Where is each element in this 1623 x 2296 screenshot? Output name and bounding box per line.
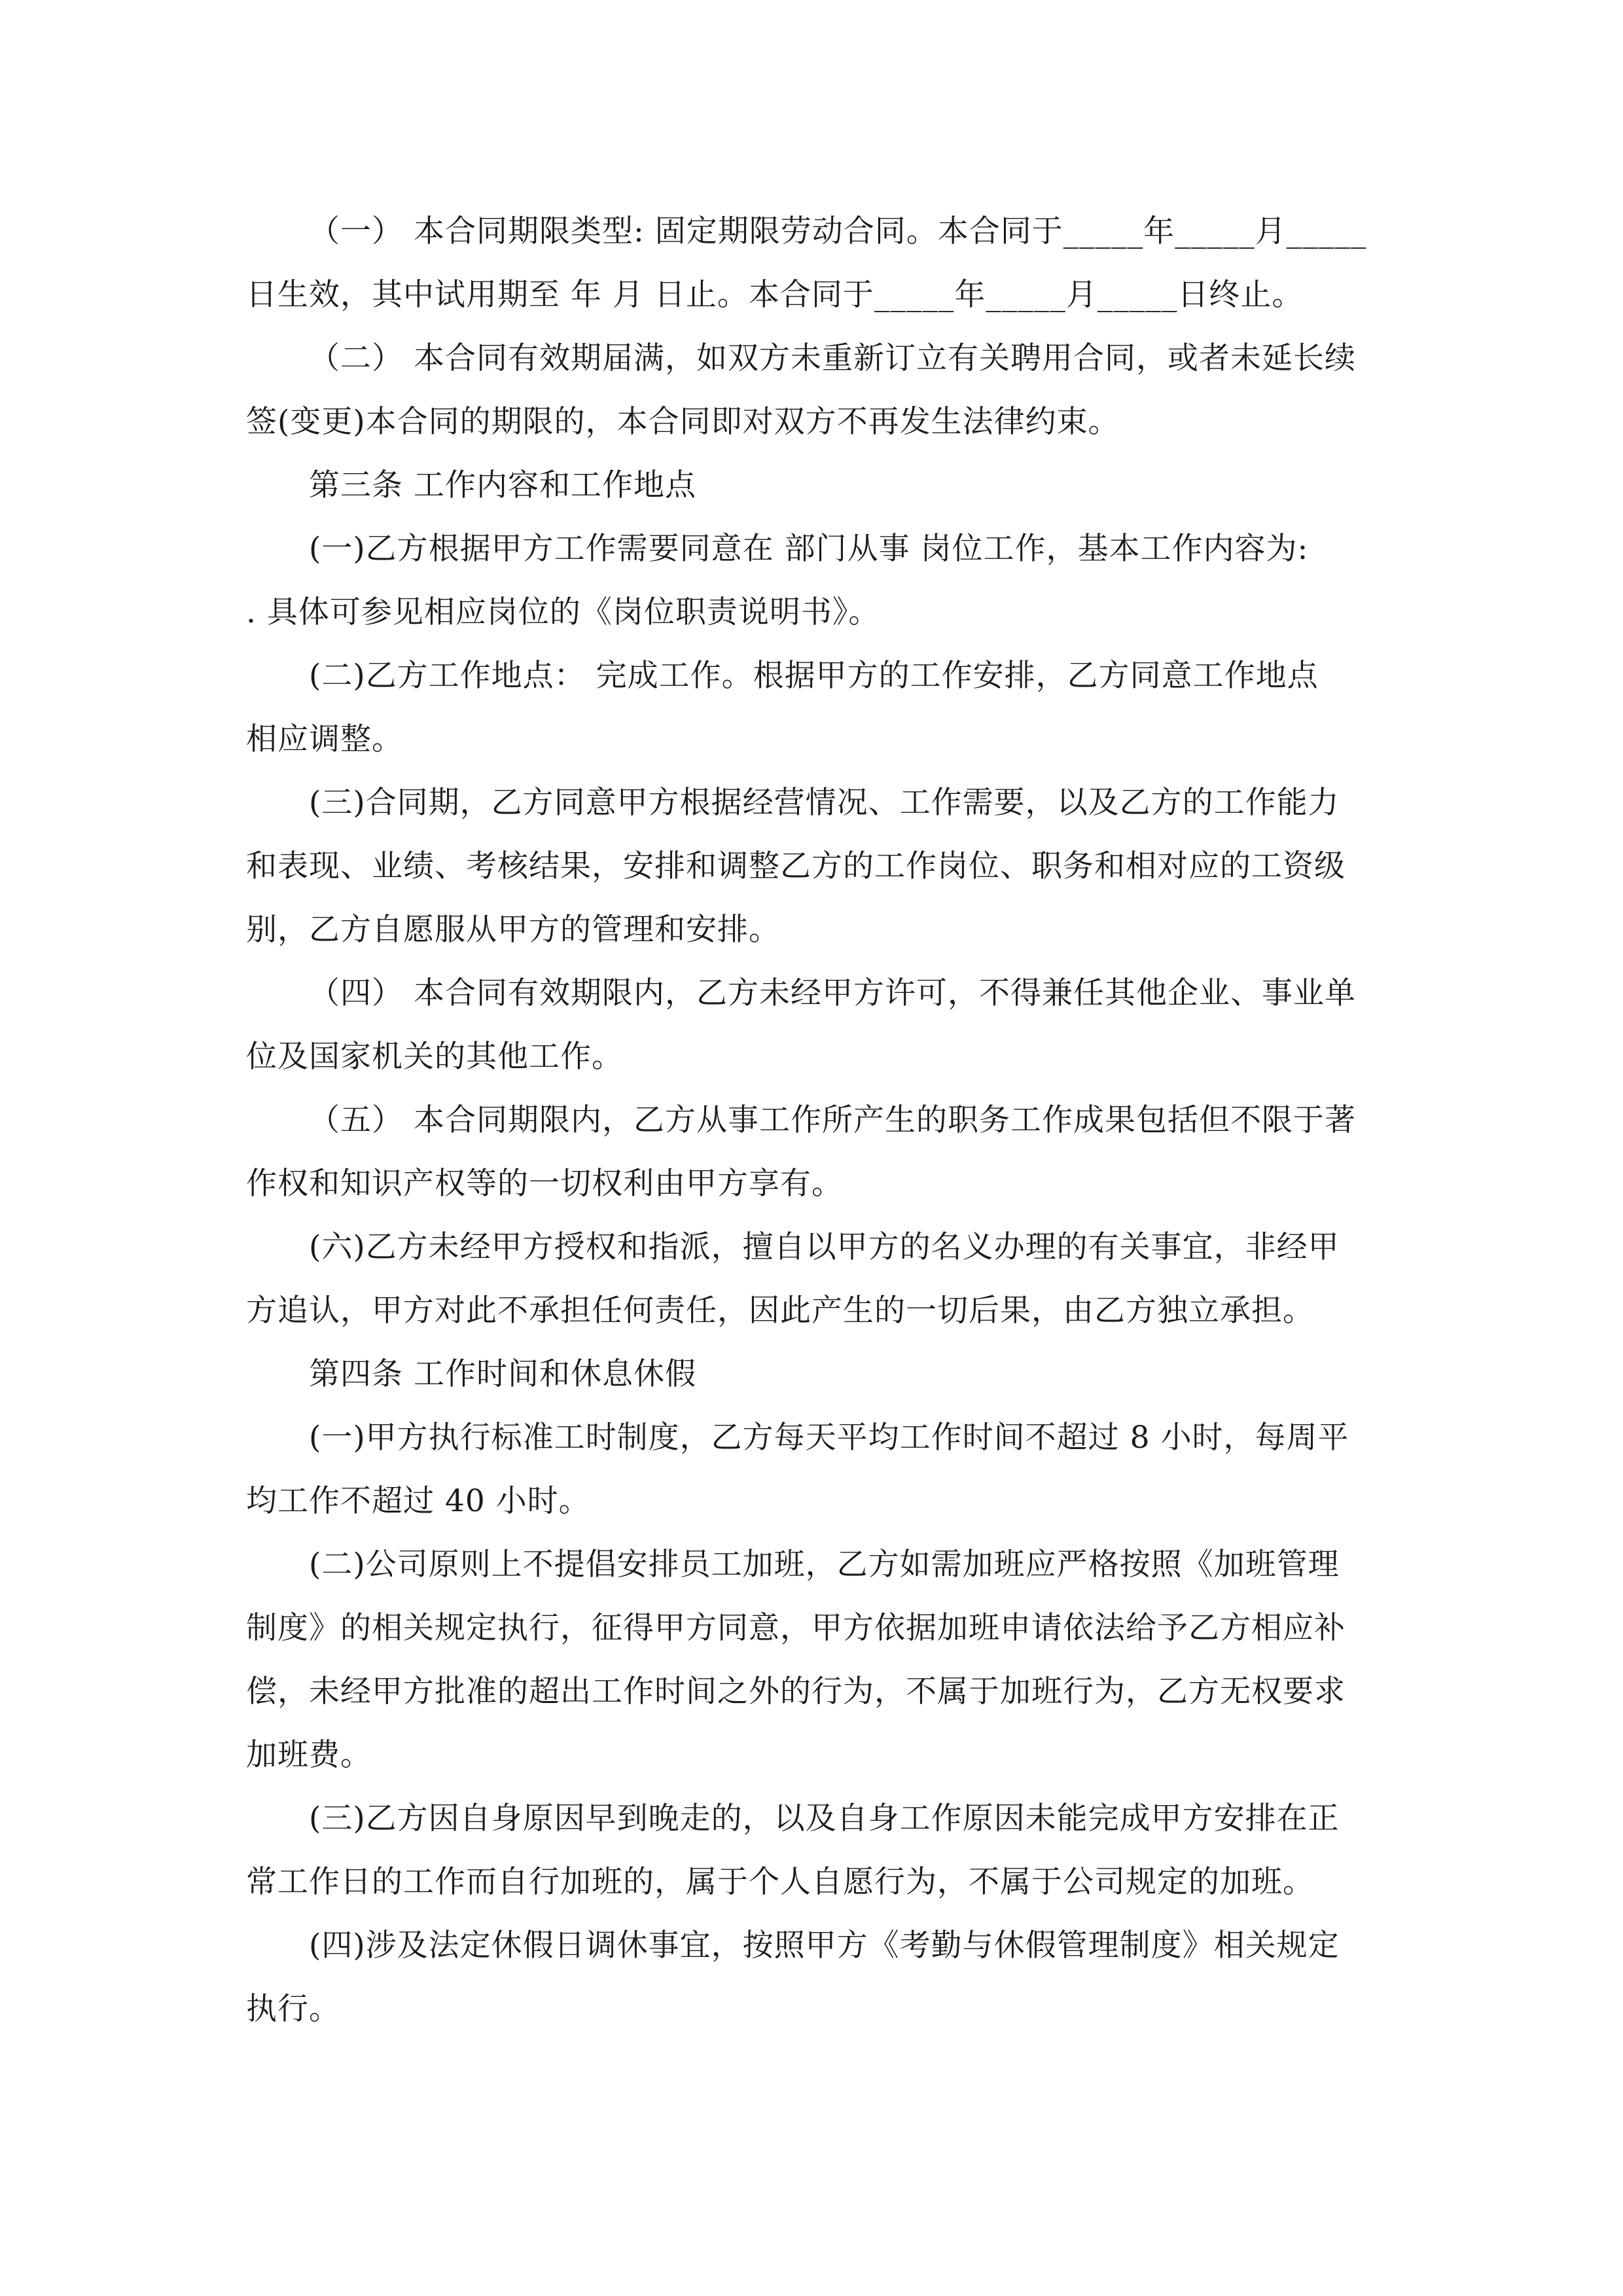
- document-line: （五） 本合同期限内，乙方从事工作所产生的职务工作成果包括但不限于著: [309, 1102, 1356, 1138]
- document-line: （一） 本合同期限类型: 固定期限劳动合同。本合同于_____年_____月_____: [309, 213, 1367, 249]
- document-line: （二） 本合同有效期届满，如双方未重新订立有关聘用合同，或者未延长续: [309, 340, 1356, 376]
- document-line: (三)合同期，乙方同意甲方根据经营情况、工作需要，以及乙方的工作能力: [309, 785, 1340, 821]
- document-line: 位及国家机关的其他工作。: [246, 1039, 623, 1075]
- document-line: 执行。: [246, 1991, 340, 2027]
- document-line: （四） 本合同有效期限内，乙方未经甲方许可，不得兼任其他企业、事业单: [309, 975, 1356, 1011]
- document-line: 方追认，甲方对此不承担任何责任，因此产生的一切后果，由乙方独立承担。: [246, 1293, 1314, 1329]
- document-line: (六)乙方未经甲方授权和指派，擅自以甲方的名义办理的有关事宜，非经甲: [309, 1229, 1340, 1265]
- document-line: . 具体可参见相应岗位的《岗位职责说明书》。: [246, 594, 880, 630]
- document-line: 日生效，其中试用期至 年 月 日止。本合同于_____年_____月_____日终止。: [246, 277, 1304, 313]
- document-line: (四)涉及法定休假日调休事宜，按照甲方《考勤与休假管理制度》相关规定: [309, 1928, 1340, 1964]
- document-line: (二)公司原则上不提倡安排员工加班，乙方如需加班应严格按照《加班管理: [309, 1547, 1340, 1583]
- document-line: 作权和知识产权等的一切权利由甲方享有。: [246, 1166, 843, 1202]
- document-line: 制度》的相关规定执行，征得甲方同意，甲方依据加班申请依法给予乙方相应补: [246, 1610, 1346, 1646]
- document-line: 第三条 工作内容和工作地点: [309, 467, 696, 503]
- document-line: 和表现、业绩、考核结果，安排和调整乙方的工作岗位、职务和相对应的工资级: [246, 848, 1346, 884]
- document-line: 第四条 工作时间和休息休假: [309, 1356, 696, 1392]
- document-line: (一)乙方根据甲方工作需要同意在 部门从事 岗位工作，基本工作内容为:: [309, 531, 1309, 567]
- document-line: 均工作不超过 40 小时。: [246, 1483, 590, 1519]
- document-line: (三)乙方因自身原因早到晚走的，以及自身工作原因未能完成甲方安排在正: [309, 1801, 1340, 1837]
- document-line: 偿，未经甲方批准的超出工作时间之外的行为，不属于加班行为，乙方无权要求: [246, 1674, 1346, 1710]
- document-line: 相应调整。: [246, 721, 403, 757]
- document-line: 别，乙方自愿服从甲方的管理和安排。: [246, 912, 780, 948]
- document-line: (一)甲方执行标准工时制度，乙方每天平均工作时间不超过 8 小时，每周平: [309, 1420, 1349, 1456]
- document-line: 签(变更)本合同的期限的，本合同即对双方不再发生法律约束。: [246, 404, 1120, 440]
- document-body: [246, 200, 1377, 2041]
- document-line: (二)乙方工作地点： 完成工作。根据甲方的工作安排，乙方同意工作地点: [309, 658, 1319, 694]
- document-line: 常工作日的工作而自行加班的，属于个人自愿行为，不属于公司规定的加班。: [246, 1864, 1314, 1900]
- document-line: 加班费。: [246, 1737, 372, 1773]
